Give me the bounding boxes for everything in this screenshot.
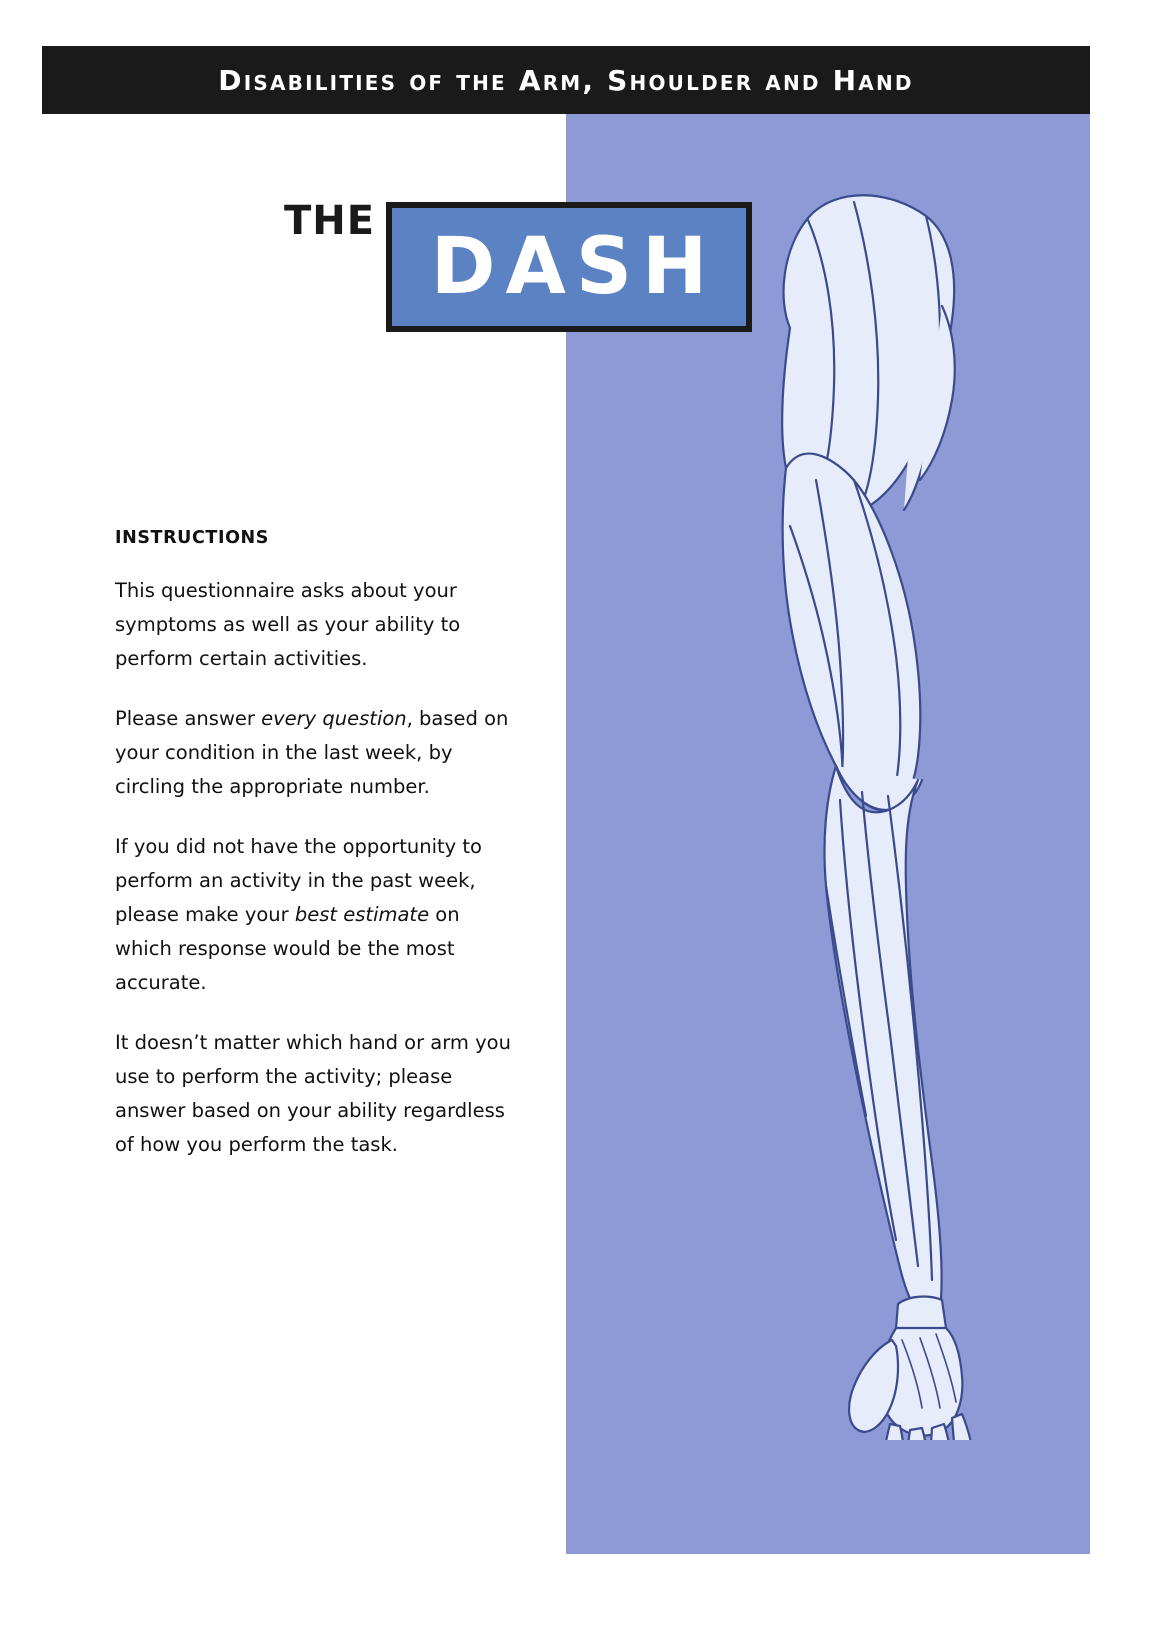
- logo-box: [386, 202, 752, 332]
- paragraph-3-text-1: If you did not have the opportunity to perform an activity in the past week, please make your: [115, 835, 482, 926]
- instructions-section: [115, 528, 515, 1188]
- logo-prefix: THE: [284, 198, 376, 244]
- instructions-heading: INSTRUCTIONS: [115, 528, 270, 548]
- paragraph-3-text-2: on which response would be the most accurate.: [115, 903, 460, 994]
- instructions-paragraph-3: [115, 830, 515, 1000]
- instructions-paragraph-1: This questionnaire asks about your symptoms as well as your ability to perform certain activities.: [115, 579, 461, 670]
- page-title: Disabilities of the Arm, Shoulder and Hand: [218, 63, 914, 97]
- paragraph-2-emphasis: every question: [261, 707, 407, 730]
- instructions-paragraph-2: [115, 702, 515, 804]
- logo-name: DASH: [430, 222, 718, 312]
- paragraph-3-emphasis: best estimate: [294, 903, 430, 926]
- paragraph-2-text-2: , based on your condition in the last week, by circling the appropriate number.: [115, 707, 509, 798]
- arm-anatomy-illustration: [640, 180, 1000, 1440]
- instructions-paragraph-4: It doesn’t matter which hand or arm you use to perform the activity; please answer based on your ability regardless of how you perform the task.: [115, 1031, 511, 1156]
- header-bar: [42, 46, 1090, 114]
- paragraph-2-text-1: Please answer: [115, 707, 262, 730]
